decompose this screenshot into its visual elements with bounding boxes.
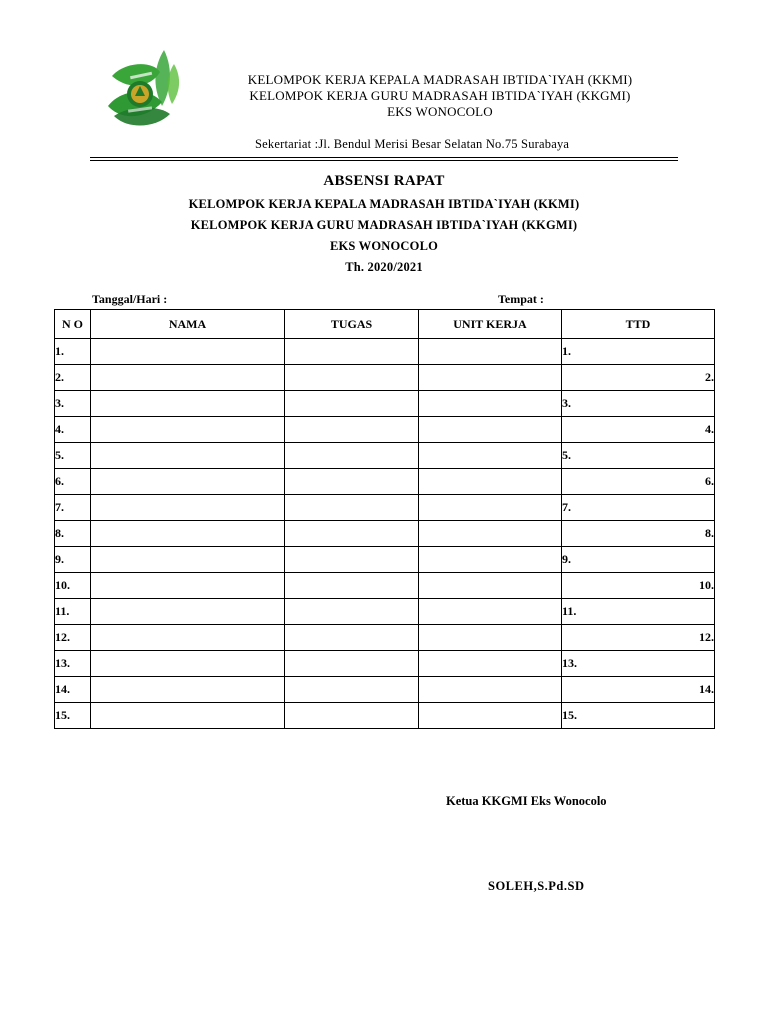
row-number: 2.: [55, 365, 91, 391]
table-header-row: [55, 310, 715, 339]
letterhead-divider-top: [90, 157, 678, 158]
row-unit-kerja-cell: [419, 547, 562, 573]
attendance-table: [54, 309, 715, 729]
row-number: 8.: [55, 521, 91, 547]
row-unit-kerja-cell: [419, 703, 562, 729]
row-ttd-cell: 2.: [562, 365, 715, 391]
row-unit-kerja-cell: [419, 573, 562, 599]
row-number: 11.: [55, 599, 91, 625]
row-tugas-cell: [285, 365, 419, 391]
row-tugas-cell: [285, 703, 419, 729]
table-row: [55, 573, 715, 599]
row-ttd-cell: 3.: [562, 391, 715, 417]
table-row: [55, 651, 715, 677]
row-nama-cell: [91, 443, 285, 469]
table-row: [55, 521, 715, 547]
row-number: 9.: [55, 547, 91, 573]
row-nama-cell: [91, 495, 285, 521]
table-row: [55, 469, 715, 495]
row-number: 3.: [55, 391, 91, 417]
row-nama-cell: [91, 339, 285, 365]
row-tugas-cell: [285, 521, 419, 547]
header-unit-kerja: UNIT KERJA: [419, 310, 562, 339]
row-nama-cell: [91, 365, 285, 391]
table-row: [55, 547, 715, 573]
document-subtitle-2: KELOMPOK KERJA GURU MADRASAH IBTIDA`IYAH (KKGMI): [190, 218, 578, 232]
row-unit-kerja-cell: [419, 365, 562, 391]
attendance-rows: [55, 339, 715, 729]
row-tugas-cell: [285, 339, 419, 365]
row-tugas-cell: [285, 625, 419, 651]
table-row: [55, 495, 715, 521]
row-ttd-cell: 8.: [562, 521, 715, 547]
row-unit-kerja-cell: [419, 677, 562, 703]
row-ttd-cell: 1.: [562, 339, 715, 365]
row-nama-cell: [91, 521, 285, 547]
row-tugas-cell: [285, 495, 419, 521]
row-unit-kerja-cell: [419, 599, 562, 625]
row-number: 14.: [55, 677, 91, 703]
table-row: [55, 443, 715, 469]
row-ttd-cell: 6.: [562, 469, 715, 495]
row-unit-kerja-cell: [419, 417, 562, 443]
organization-logo: [104, 46, 190, 132]
row-ttd-cell: 11.: [562, 599, 715, 625]
row-nama-cell: [91, 391, 285, 417]
header-tugas: TUGAS: [285, 310, 419, 339]
row-number: 10.: [55, 573, 91, 599]
row-nama-cell: [91, 547, 285, 573]
row-nama-cell: [91, 417, 285, 443]
header-no: N O: [55, 310, 91, 339]
table-row: [55, 417, 715, 443]
row-tugas-cell: [285, 573, 419, 599]
row-tugas-cell: [285, 443, 419, 469]
letterhead-divider-bottom: [90, 160, 678, 161]
row-ttd-cell: 9.: [562, 547, 715, 573]
row-nama-cell: [91, 599, 285, 625]
document-subtitle-3: EKS WONOCOLO: [329, 239, 439, 253]
table-row: [55, 625, 715, 651]
row-tugas-cell: [285, 469, 419, 495]
row-number: 13.: [55, 651, 91, 677]
row-ttd-cell: 7.: [562, 495, 715, 521]
row-nama-cell: [91, 469, 285, 495]
row-ttd-cell: 4.: [562, 417, 715, 443]
document-year: Th. 2020/2021: [345, 260, 423, 274]
row-unit-kerja-cell: [419, 443, 562, 469]
document-title: ABSENSI RAPAT: [323, 173, 445, 189]
row-nama-cell: [91, 677, 285, 703]
row-tugas-cell: [285, 677, 419, 703]
row-tugas-cell: [285, 547, 419, 573]
row-ttd-cell: 10.: [562, 573, 715, 599]
date-label: Tanggal/Hari :: [92, 292, 168, 306]
row-nama-cell: [91, 573, 285, 599]
letterhead-line-3: EKS WONOCOLO: [387, 104, 493, 119]
row-ttd-cell: 12.: [562, 625, 715, 651]
table-row: [55, 339, 715, 365]
row-nama-cell: [91, 703, 285, 729]
row-ttd-cell: 14.: [562, 677, 715, 703]
row-number: 1.: [55, 339, 91, 365]
letterhead-line-1: KELOMPOK KERJA KEPALA MADRASAH IBTIDA`IYAH (KKMI): [247, 72, 633, 87]
table-row: [55, 599, 715, 625]
letterhead-line-2: KELOMPOK KERJA GURU MADRASAH IBTIDA`IYAH (KKGMI): [249, 88, 631, 103]
row-tugas-cell: [285, 599, 419, 625]
row-unit-kerja-cell: [419, 625, 562, 651]
row-tugas-cell: [285, 417, 419, 443]
document-subtitle-1: KELOMPOK KERJA KEPALA MADRASAH IBTIDA`IYAH (KKMI): [188, 197, 580, 211]
row-number: 6.: [55, 469, 91, 495]
row-unit-kerja-cell: [419, 495, 562, 521]
secretariat-address: Sekertariat :Jl. Bendul Merisi Besar Selatan No.75 Surabaya: [255, 137, 570, 151]
signatory-name: SOLEH,S.Pd.SD: [488, 879, 585, 893]
row-nama-cell: [91, 625, 285, 651]
row-unit-kerja-cell: [419, 521, 562, 547]
table-row: [55, 677, 715, 703]
place-label: Tempat :: [498, 292, 544, 306]
row-tugas-cell: [285, 391, 419, 417]
row-ttd-cell: 5.: [562, 443, 715, 469]
row-unit-kerja-cell: [419, 651, 562, 677]
row-tugas-cell: [285, 651, 419, 677]
row-number: 12.: [55, 625, 91, 651]
header-ttd: TTD: [562, 310, 715, 339]
table-row: [55, 703, 715, 729]
row-number: 15.: [55, 703, 91, 729]
row-unit-kerja-cell: [419, 339, 562, 365]
row-ttd-cell: 13.: [562, 651, 715, 677]
row-unit-kerja-cell: [419, 469, 562, 495]
row-number: 4.: [55, 417, 91, 443]
header-nama: NAMA: [91, 310, 285, 339]
signatory-title: Ketua KKGMI Eks Wonocolo: [446, 794, 607, 808]
row-nama-cell: [91, 651, 285, 677]
table-row: [55, 391, 715, 417]
row-number: 7.: [55, 495, 91, 521]
row-ttd-cell: 15.: [562, 703, 715, 729]
row-unit-kerja-cell: [419, 391, 562, 417]
row-number: 5.: [55, 443, 91, 469]
table-row: [55, 365, 715, 391]
